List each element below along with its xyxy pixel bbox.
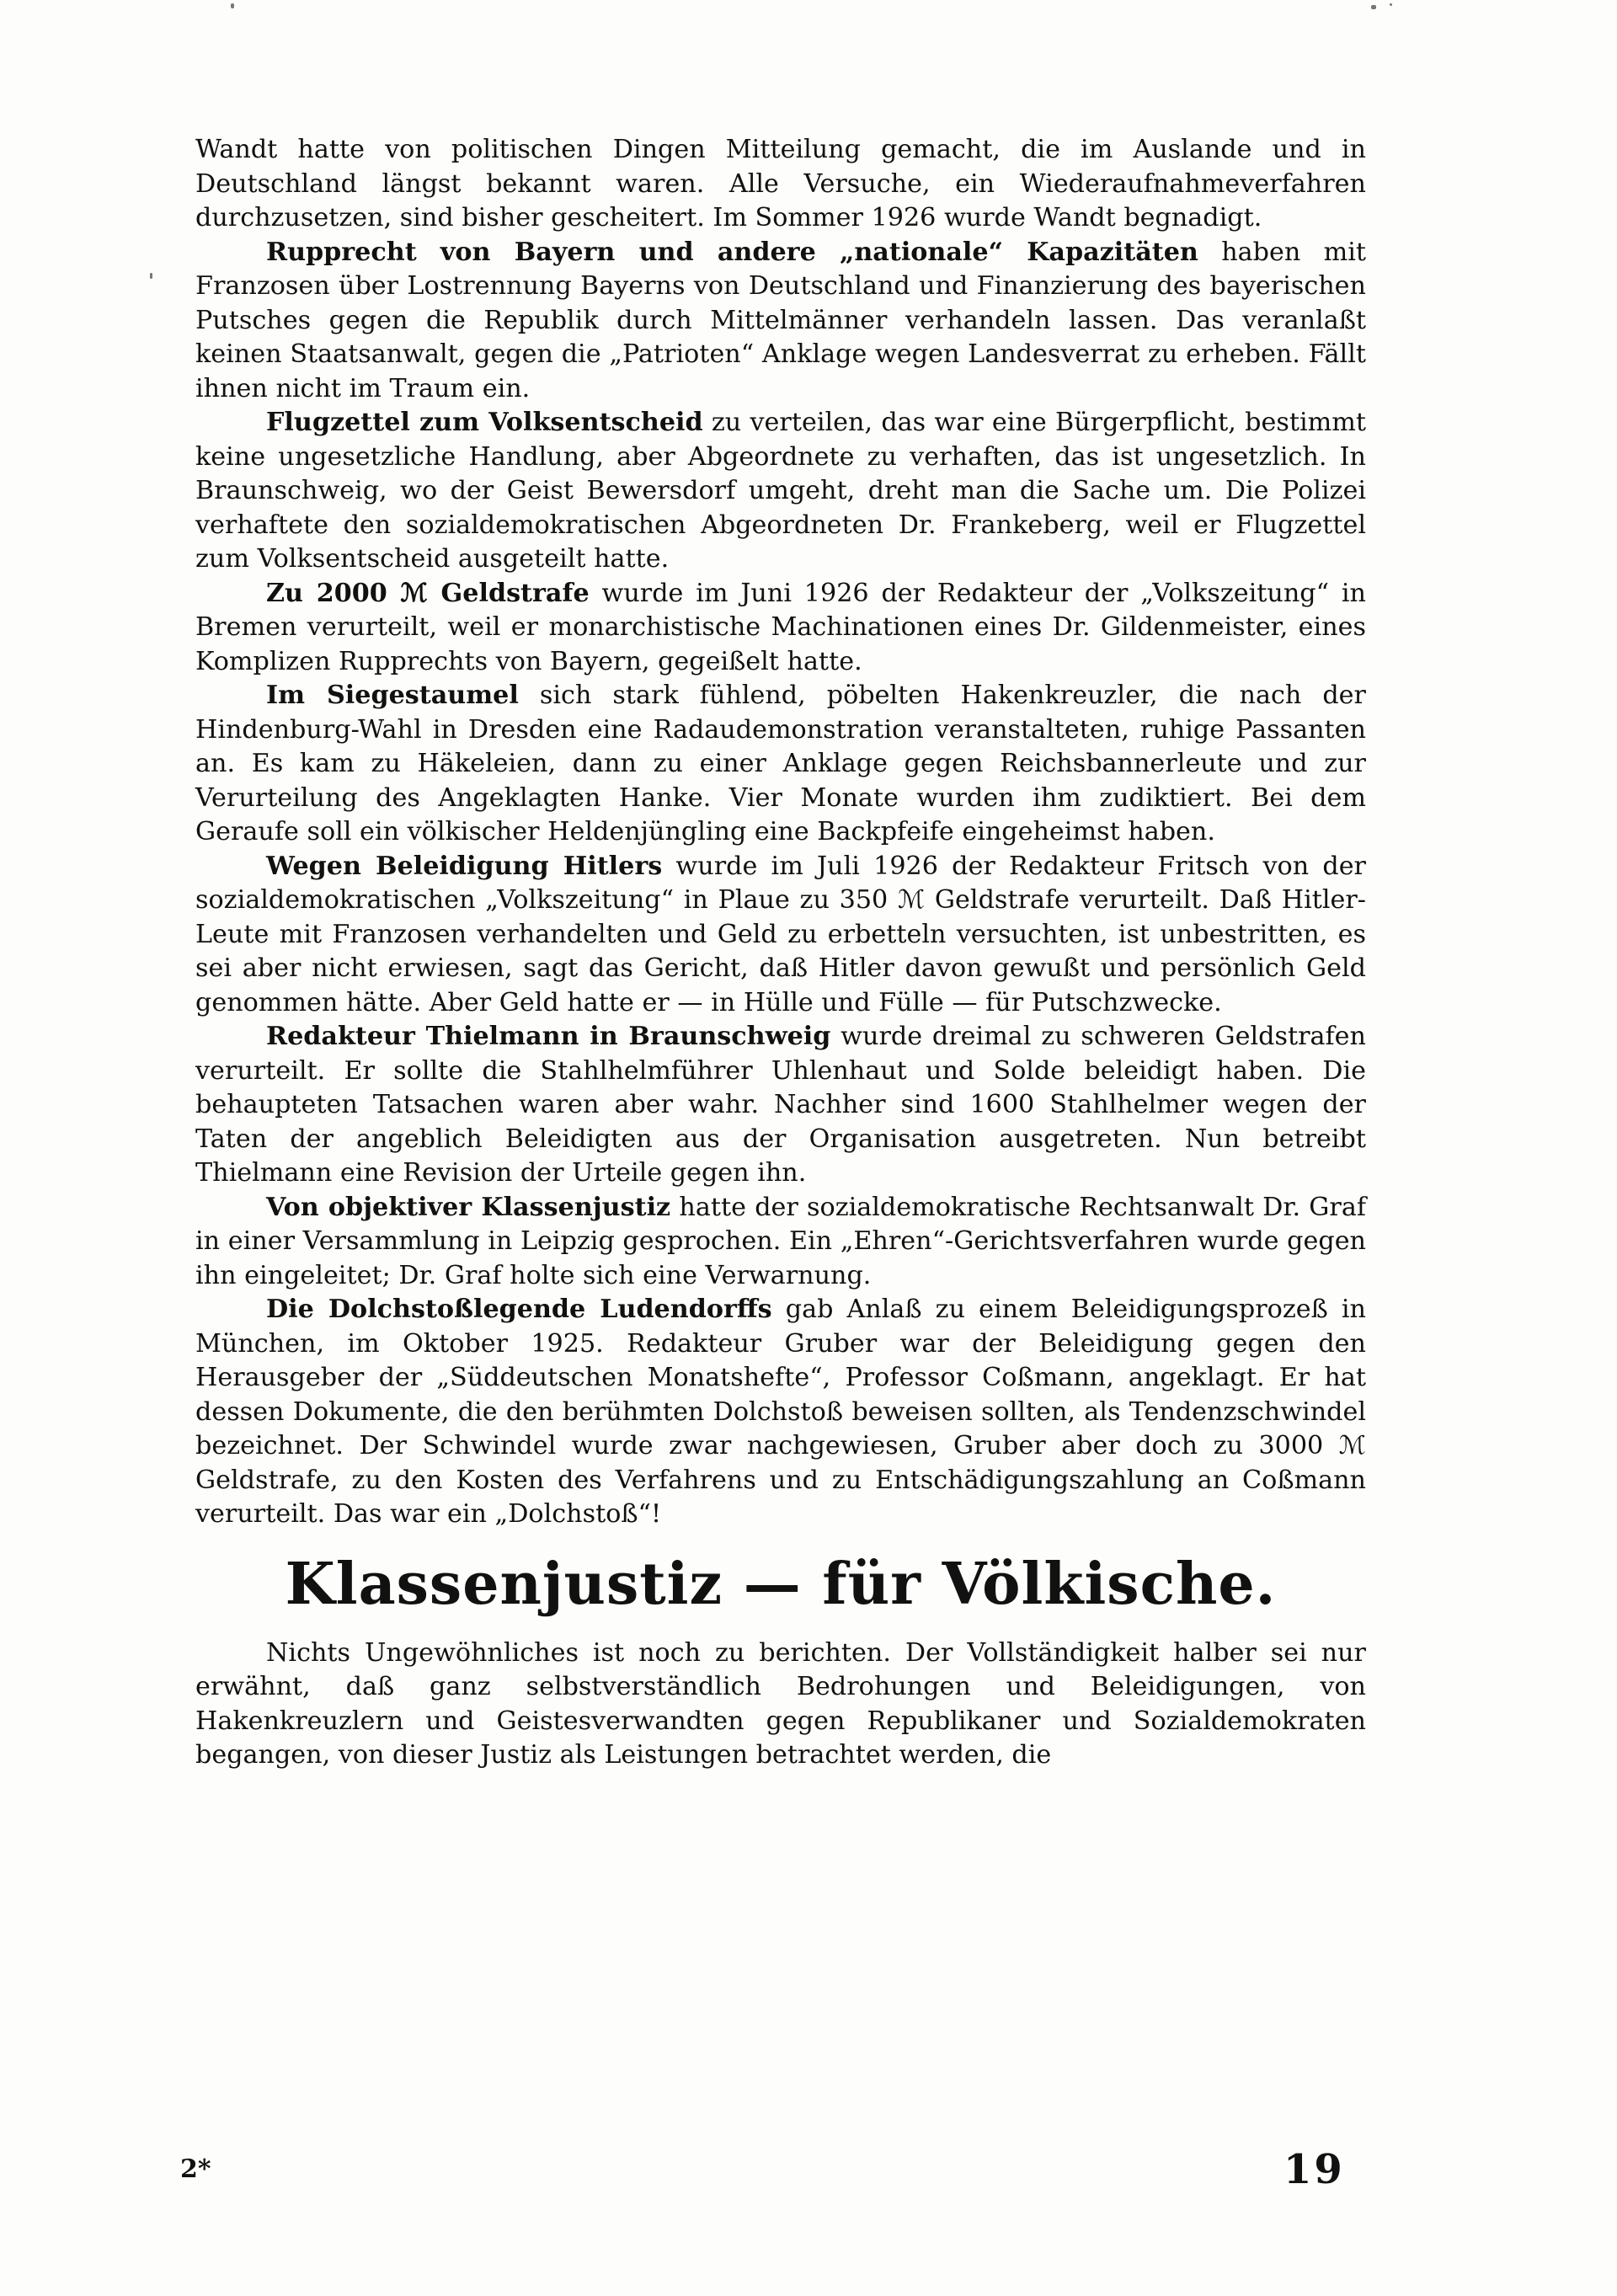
- page-number: 19: [1283, 2146, 1345, 2193]
- signature-mark: 2*: [180, 2155, 211, 2184]
- paragraph-siegestaumel: [195, 679, 1366, 850]
- paragraph-text: haben mit Franzosen über Lostrennung Bayerns von Deutschland und Finanzierung des bayerischen Putsches gegen die Republik durch Mittelmänner verhandeln lassen. Das veranlaßt keinen Staatsanwalt, gegen die „Patrioten“ Anklage wegen Landesverrat zu erheben. Fällt ihnen nicht im Traum ein.: [195, 237, 1366, 403]
- paragraph-text: sich stark fühlend, pöbelten Hakenkreuzler, die nach der Hindenburg-Wahl in Dresden eine Radaudemonstration veranstalteten, ruhige Passanten an. Es kam zu Häkeleien, dann zu einer Anklage gegen Reichsbannerleute und zur Verurteilung des Angeklagten Hanke. Vier Monate wurden ihm zudiktiert. Bei dem Geraufe soll ein völkischer Heldenjüngling eine Backpfeife eingeheimst haben.: [195, 681, 1366, 846]
- paragraph-text: wurde dreimal zu schweren Geldstrafen verurteilt. Er sollte die Stahlhelmführer Uhlenhaut und Solde beleidigt haben. Die behaupteten Tatsachen waren aber wahr. Nachher sind 1600 Stahlhelmer wegen der Taten der angeblich Beleidigten aus der Organisation ausgetreten. Nun betreibt Thielmann eine Revision der Urteile gegen ihn.: [195, 1022, 1366, 1188]
- paragraph-rupprecht: [195, 236, 1366, 407]
- paragraph-klassenjustiz: [195, 1191, 1366, 1294]
- scan-speck: [1390, 3, 1392, 6]
- section-heading: Klassenjustiz — für Völkische.: [285, 1550, 1277, 1618]
- paragraph-geldstrafe: [195, 577, 1366, 680]
- paragraph-lead: Redakteur Thielmann in Braunschweig: [266, 1022, 831, 1051]
- paragraph-text: wurde im Juli 1926 der Redakteur Fritsch von der sozialdemokratischen „Volkszeitung“ in Plaue zu 350 ℳ Geldstrafe verurteilt. Daß Hitler-Leute mit Franzosen verhandelten und Geld zu erbetteln versuchten, ist unbestritten, es sei aber nicht erwiesen, sagt das Gericht, daß Hitler davon gewußt und persönlich Geld genommen hätte. Aber Geld hatte er — in Hülle und Fülle — für Putschzwecke.: [195, 851, 1366, 1017]
- paragraph-lead: Rupprecht von Bayern und andere „nationale“ Kapazitäten: [266, 237, 1198, 267]
- paragraph-wandt: [195, 133, 1366, 236]
- paragraph-closing: Nichts Ungewöhnliches ist noch zu berichten. Der Vollständigkeit halber sei nur erwähnt, daß ganz selbstverständlich Bedrohungen und Beleidigungen, von Hakenkreuzlern und Geistesverwandten gegen Republikaner und Sozialdemokraten begangen, von dieser Justiz als Leistungen betrachtet werden, die: [195, 1637, 1366, 1770]
- paragraph-text: Wandt hatte von politischen Dingen Mitteilung gemacht, die im Auslande und in Deutschland längst bekannt waren. Alle Versuche, ein Wiederaufnahmeverfahren durchzusetzen, sind bisher gescheitert. Im Sommer 1926 wurde Wandt begnadigt.: [195, 135, 1366, 232]
- paragraph-text: wurde im Juni 1926 der Redakteur der „Volkszeitung“ in Bremen verurteilt, weil er monarchistische Machinationen eines Dr. Gildenmeister, eines Komplizen Rupprechts von Bayern, gegeißelt hatte.: [195, 578, 1366, 676]
- scan-speck: [150, 273, 152, 279]
- scan-speck: [231, 3, 234, 8]
- paragraph-flugzettel: [195, 406, 1366, 577]
- paragraph-thielmann: [195, 1020, 1366, 1191]
- paragraph-lead: Wegen Beleidigung Hitlers: [266, 851, 663, 881]
- scan-speck: [1371, 5, 1376, 9]
- paragraph-lead: Flugzettel zum Volksentscheid: [266, 408, 703, 437]
- paragraph-lead: Von objektiver Klassenjustiz: [266, 1192, 671, 1222]
- paragraph-lead: Zu 2000 ℳ Geldstrafe: [266, 578, 590, 608]
- paragraph-lead: Im Siegestaumel: [266, 681, 519, 710]
- paragraph-text: zu verteilen, das war eine Bürgerpflicht, bestimmt keine ungesetzliche Handlung, aber Abgeordnete zu verhaften, das ist ungesetzlich. In Braunschweig, wo der Geist Bewersdorf umgeht, dreht man die Sache um. Die Polizei verhaftete den sozialdemokratischen Abgeordneten Dr. Frankeberg, weil er Flugzettel zum Volksentscheid ausgeteilt hatte.: [195, 408, 1366, 574]
- paragraph-dolchstoss: [195, 1293, 1366, 1532]
- body-text-column: [195, 133, 1366, 1773]
- paragraph-text: hatte der sozialdemokratische Rechtsanwalt Dr. Graf in einer Versammlung in Leipzig gesprochen. Ein „Ehren“-Gerichtsverfahren wurde gegen ihn eingeleitet; Dr. Graf holte sich eine Verwarnung.: [195, 1192, 1367, 1290]
- paragraph-text: gab Anlaß zu einem Beleidigungsprozeß in München, im Oktober 1925. Redakteur Gruber war der Beleidigung gegen den Herausgeber der „Süddeutschen Monatshefte“, Professor Coßmann, angeklagt. Er hat dessen Dokumente, die den berühmten Dolchstoß beweisen sollten, als Tendenzschwindel bezeichnet. Der Schwindel wurde zwar nachgewiesen, Gruber aber doch zu 3000 ℳ Geldstrafe, zu den Kosten des Verfahrens und zu Entschädigungszahlung an Coßmann verurteilt. Das war ein „Dolchstoß“!: [195, 1295, 1366, 1529]
- paragraph-lead: Die Dolchstoßlegende Ludendorffs: [266, 1295, 772, 1324]
- paragraph-hitler: [195, 850, 1366, 1021]
